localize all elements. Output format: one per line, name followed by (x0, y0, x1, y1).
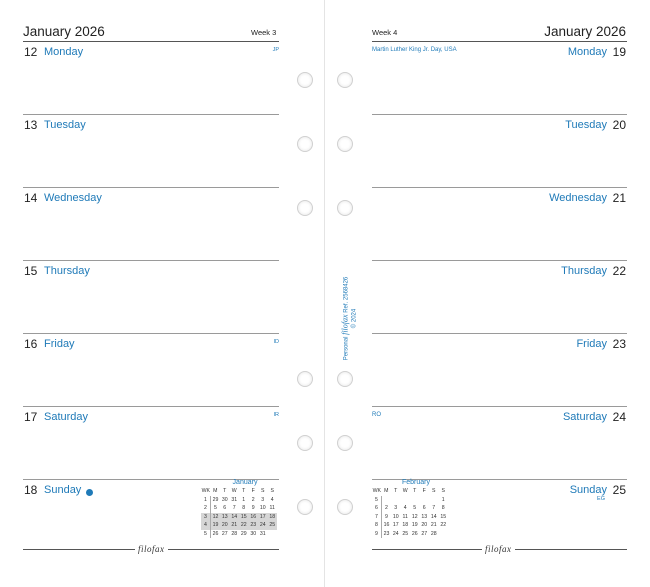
date-cell: 29 (240, 530, 247, 537)
ring-hole-icon (297, 136, 313, 152)
page-title: January 2026 (544, 24, 626, 39)
mini-calendar-header: S (270, 488, 274, 495)
week-label: Week 4 (372, 28, 398, 37)
date-cell: 6 (223, 505, 227, 512)
ring-hole-icon (297, 371, 313, 387)
date-cell: 14 (430, 513, 437, 520)
date-cell: 5 (413, 505, 417, 512)
day-name: Sunday (569, 484, 607, 496)
mini-calendar-week (372, 521, 448, 530)
date-cell: 17 (259, 513, 266, 520)
mini-calendar-header: M (384, 488, 389, 495)
mini-calendar-week-current (201, 521, 277, 530)
mini-calendar-header: F (422, 488, 426, 495)
date-cell (401, 496, 411, 505)
week-number: 5 (201, 530, 211, 539)
filofax-logo: filofax (135, 544, 168, 554)
date-cell: 15 (440, 513, 447, 520)
mini-calendar-header: T (223, 488, 227, 495)
date-cell: 6 (422, 505, 426, 512)
spine-brand: filofax (340, 314, 350, 335)
day-number: 15 (24, 264, 38, 278)
date-cell: 2 (251, 496, 255, 503)
date-cell: 2 (385, 505, 388, 512)
date-cell: 3 (261, 496, 265, 503)
date-cell (410, 496, 420, 505)
date-cell: 7 (232, 505, 236, 512)
mini-calendar-header: S (441, 488, 445, 495)
date-cell: 20 (221, 522, 228, 529)
mini-calendar-header: W (231, 488, 237, 495)
page-title: January 2026 (23, 24, 105, 39)
date-cell: 26 (212, 530, 219, 537)
date-cell: 24 (259, 522, 266, 529)
date-cell: 4 (270, 496, 274, 503)
date-cell: 16 (383, 522, 390, 529)
date-cell: 7 (432, 505, 436, 512)
mini-calendar-week-current (201, 513, 277, 522)
day-name: Saturday (562, 411, 607, 423)
date-cell (429, 496, 439, 505)
date-cell: 9 (251, 505, 255, 512)
date-cell: 14 (231, 513, 238, 520)
day-row-saturday[interactable] (23, 407, 279, 480)
ring-hole-icon (297, 72, 313, 88)
spine-copyright: © 2024 (351, 308, 358, 329)
date-cell: 10 (259, 505, 266, 512)
date-cell (391, 496, 401, 505)
date-cell (382, 496, 392, 505)
day-number: 25 (612, 483, 626, 497)
ring-hole-icon (337, 435, 353, 451)
date-cell: 19 (211, 521, 221, 530)
date-cell: 27 (421, 530, 428, 537)
country-code: JP (272, 47, 279, 53)
date-cell (268, 530, 278, 539)
mini-calendar-header: S (432, 488, 436, 495)
date-cell: 30 (250, 530, 257, 537)
day-name: Tuesday (44, 119, 86, 131)
week-label: Week 3 (251, 28, 277, 37)
mini-calendar-week (201, 530, 277, 539)
date-cell: 13 (221, 513, 228, 520)
ring-hole-icon (337, 499, 353, 515)
mini-calendar-week (201, 496, 277, 505)
spine-size: Personal (343, 336, 350, 361)
date-cell: 28 (231, 530, 238, 537)
date-cell: 13 (421, 513, 428, 520)
mini-calendar-week (372, 513, 448, 522)
day-name: Friday (576, 338, 607, 350)
date-cell: 27 (221, 530, 228, 537)
ring-hole-icon (337, 200, 353, 216)
day-name: Thursday (44, 265, 90, 277)
day-row-monday[interactable] (23, 42, 279, 115)
day-number: 23 (612, 337, 626, 351)
mini-calendar-header: T (242, 488, 246, 495)
date-cell: 19 (411, 522, 418, 529)
day-name: Tuesday (565, 119, 607, 131)
mini-calendar-week (372, 530, 448, 539)
day-row-wednesday[interactable] (23, 188, 279, 261)
date-cell: 9 (385, 513, 388, 520)
day-name: Monday (567, 46, 607, 58)
mini-calendar-header: WK (201, 488, 210, 495)
day-name: Wednesday (44, 192, 102, 204)
ring-hole-icon (337, 72, 353, 88)
date-cell: 10 (392, 513, 399, 520)
date-cell: 18 (402, 522, 409, 529)
date-cell: 23 (383, 530, 390, 537)
day-number: 18 (24, 483, 38, 497)
week-number: 5 (372, 496, 382, 505)
ring-hole-icon (297, 200, 313, 216)
ring-hole-icon (297, 435, 313, 451)
country-code: EG (597, 496, 605, 502)
ring-hole-icon (337, 371, 353, 387)
date-cell: 22 (240, 522, 247, 529)
date-cell: 23 (250, 522, 257, 529)
date-cell: 24 (392, 530, 399, 537)
country-code: ID (273, 339, 279, 345)
filled-circle-icon (86, 489, 93, 496)
date-cell: 8 (242, 505, 246, 512)
week-number: 3 (201, 513, 211, 522)
mini-calendar-january (201, 479, 281, 541)
day-name: Thursday (561, 265, 607, 277)
spine-ref: Ref. 2568426 (343, 276, 350, 313)
mini-calendar-grid (372, 487, 448, 538)
mini-calendar-february (372, 479, 452, 541)
date-cell: 1 (441, 496, 445, 503)
date-cell: 26 (411, 530, 418, 537)
date-cell: 29 (212, 496, 219, 503)
date-cell: 5 (214, 505, 217, 512)
week-number: 9 (372, 530, 382, 539)
day-name: Wednesday (549, 192, 607, 204)
country-code: IR (273, 412, 279, 418)
mini-calendar-header: T (394, 488, 398, 495)
mini-calendar-title: February (401, 479, 430, 486)
mini-calendar-header: WK (372, 488, 381, 495)
day-number: 16 (24, 337, 38, 351)
day-row-wednesday[interactable] (372, 188, 627, 261)
date-cell: 25 (402, 530, 409, 537)
week-number: 4 (201, 521, 211, 530)
day-name: Monday (44, 46, 84, 58)
date-cell: 25 (269, 522, 276, 529)
country-code: RO (372, 412, 381, 418)
date-cell: 17 (392, 522, 399, 529)
week-number: 1 (201, 496, 211, 505)
date-cell: 21 (430, 522, 437, 529)
date-cell: 18 (269, 513, 276, 520)
mini-calendar-header: S (261, 488, 265, 495)
week-number: 6 (372, 504, 382, 513)
day-number: 13 (24, 118, 38, 132)
day-number: 12 (24, 45, 38, 59)
filofax-logo: filofax (482, 544, 515, 554)
day-row-saturday[interactable] (372, 407, 627, 480)
day-row-friday[interactable] (372, 334, 627, 407)
mini-calendar-header: W (402, 488, 408, 495)
date-cell: 4 (403, 505, 407, 512)
date-cell: 12 (211, 513, 221, 522)
date-cell: 31 (259, 530, 266, 537)
mini-calendar-week (201, 504, 277, 513)
date-cell: 30 (221, 496, 228, 503)
date-cell: 1 (242, 496, 246, 503)
day-number: 22 (612, 264, 626, 278)
day-row-thursday[interactable] (23, 261, 279, 334)
date-cell (420, 496, 430, 505)
ring-hole-icon (337, 136, 353, 152)
date-cell: 11 (269, 505, 275, 512)
day-name: Saturday (44, 411, 89, 423)
holiday-label: Martin Luther King Jr. Day, USA (372, 47, 457, 53)
day-row-friday[interactable] (23, 334, 279, 407)
mini-calendar-header: M (213, 488, 218, 495)
date-cell (439, 530, 449, 539)
day-name: Friday (44, 338, 75, 350)
day-number: 14 (24, 191, 38, 205)
day-row-thursday[interactable] (372, 261, 627, 334)
week-number: 8 (372, 521, 382, 530)
day-row-tuesday[interactable] (23, 115, 279, 188)
week-number: 7 (372, 513, 382, 522)
mini-calendar-week (372, 504, 448, 513)
day-name: Sunday (44, 484, 82, 496)
date-cell: 16 (250, 513, 257, 520)
date-cell: 21 (231, 522, 238, 529)
date-cell: 3 (394, 505, 398, 512)
date-cell: 22 (440, 522, 447, 529)
date-cell: 12 (411, 513, 418, 520)
date-cell: 8 (441, 505, 445, 512)
day-number: 21 (612, 191, 626, 205)
week-number: 2 (201, 504, 211, 513)
day-row-tuesday[interactable] (372, 115, 627, 188)
mini-calendar-week (372, 496, 448, 505)
mini-calendar-header: T (413, 488, 417, 495)
day-number: 19 (612, 45, 626, 59)
date-cell: 15 (240, 513, 247, 520)
date-cell: 31 (231, 496, 238, 503)
mini-calendar-header: F (251, 488, 255, 495)
day-number: 24 (612, 410, 626, 424)
mini-calendar-grid (201, 487, 277, 538)
mini-calendar-title: January (232, 479, 258, 486)
spine-info (342, 269, 359, 369)
date-cell: 28 (430, 530, 437, 537)
right-page (325, 0, 650, 587)
ring-hole-icon (297, 499, 313, 515)
day-row-monday[interactable] (372, 42, 627, 115)
day-number: 17 (24, 410, 38, 424)
date-cell: 20 (421, 522, 428, 529)
day-number: 20 (612, 118, 626, 132)
date-cell: 11 (402, 513, 408, 520)
